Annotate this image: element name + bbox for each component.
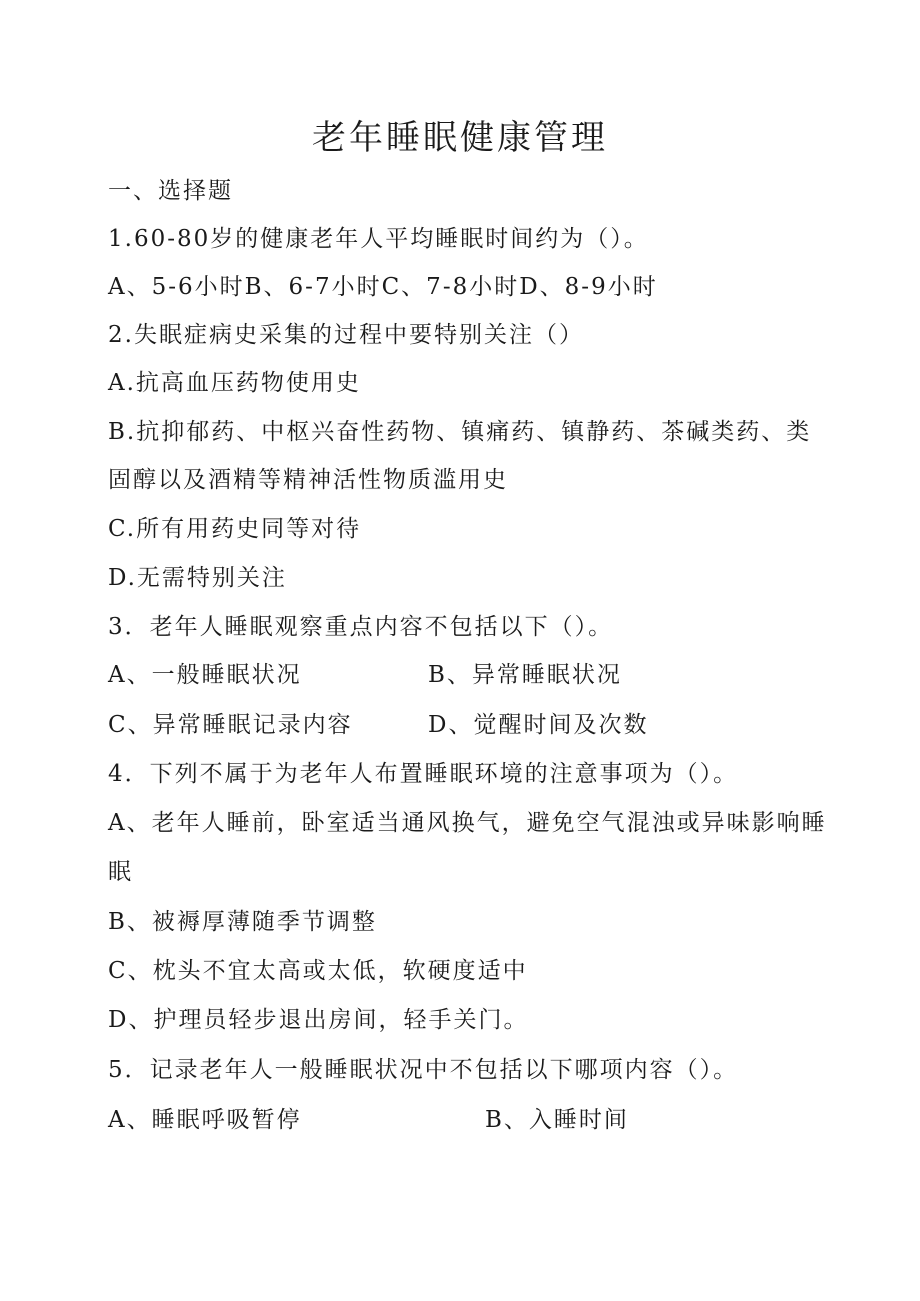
question-3-option-d: D、觉醒时间及次数 [428, 712, 649, 738]
question-2-stem: 2.失眠症病史采集的过程中要特别关注（） [108, 322, 584, 348]
question-3-option-b: B、异常睡眠状况 [428, 662, 622, 688]
question-4-option-c: C、枕头不宜太高或太低，软硬度适中 [108, 958, 528, 984]
question-4-option-a-line2: 眠 [108, 859, 133, 885]
page-title: 老年睡眠健康管理 [312, 118, 608, 158]
question-2-option-c: C.所有用药史同等对待 [108, 516, 362, 542]
question-2-option-d: D.无需特别关注 [108, 565, 287, 591]
question-3-option-c: C、异常睡眠记录内容 [108, 712, 353, 738]
question-1-options: A、5-6小时B、6-7小时C、7-8小时D、8-9小时 [108, 274, 658, 300]
question-2-option-a: A.抗高血压药物使用史 [108, 370, 361, 396]
question-1-stem: 1.60-80岁的健康老年人平均睡眠时间约为（）。 [108, 226, 649, 252]
question-4-option-b: B、被褥厚薄随季节调整 [108, 909, 377, 935]
question-5-option-b: B、入睡时间 [485, 1107, 629, 1133]
question-4-option-d: D、护理员轻步退出房间，轻手关门。 [108, 1007, 529, 1033]
section-heading: 一、选择题 [108, 178, 233, 204]
question-4-stem: 4．下列不属于为老年人布置睡眠环境的注意事项为（）。 [108, 761, 739, 787]
question-3-option-a: A、一般睡眠状况 [108, 662, 302, 688]
question-5-stem: 5．记录老年人一般睡眠状况中不包括以下哪项内容（）。 [108, 1057, 739, 1083]
question-5-option-a: A、睡眠呼吸暂停 [108, 1107, 302, 1133]
question-2-option-b-line2: 固醇以及酒精等精神活性物质滥用史 [108, 467, 508, 493]
question-4-option-a-line1: A、老年人睡前，卧室适当通风换气，避免空气混浊或异味影响睡 [108, 810, 827, 836]
question-2-option-b-line1: B.抗抑郁药、中枢兴奋性药物、镇痛药、镇静药、茶碱类药、类 [108, 419, 812, 445]
question-3-stem: 3．老年人睡眠观察重点内容不包括以下（）。 [108, 614, 614, 640]
